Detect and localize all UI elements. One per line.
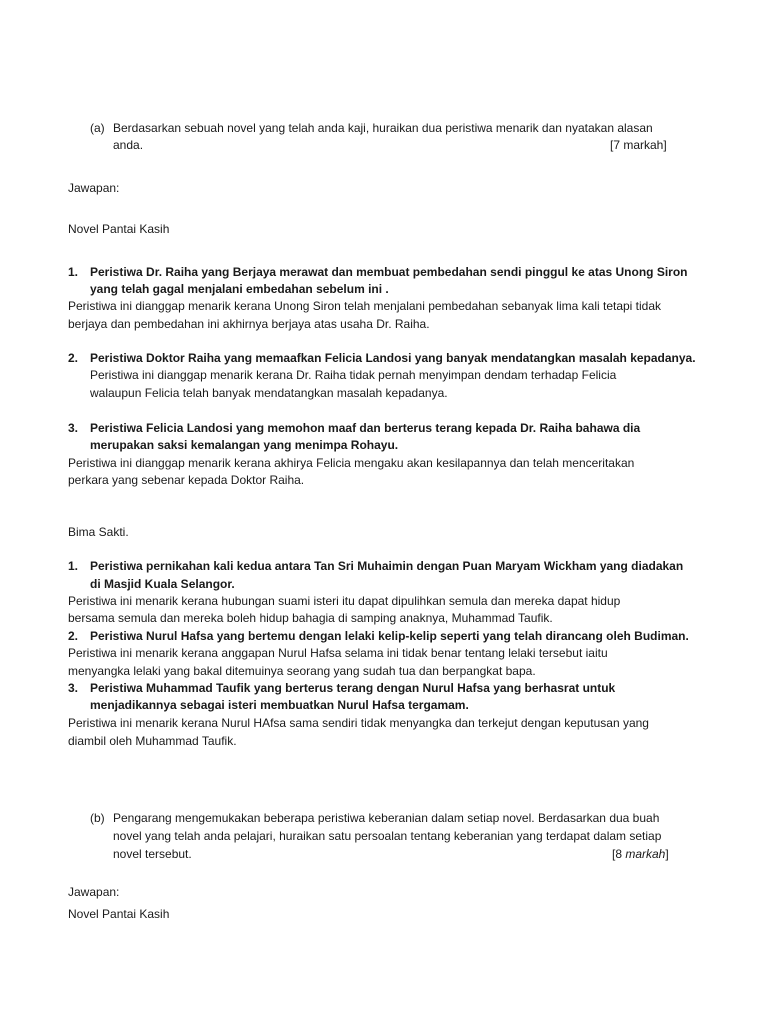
- novel2-item1-body-line2: bersama semula dan mereka boleh hidup bahagia di samping anaknya, Muhammad Taufik.: [68, 611, 553, 625]
- question-b-text-line1: Pengarang mengemukakan beberapa peristiwa keberanian dalam setiap novel. Berdasarkan dua buah: [113, 811, 660, 825]
- novel1-item1-number: 1.: [68, 265, 79, 279]
- novel1-item1-heading-line2: yang telah gagal menjalani embedahan sebelum ini .: [90, 282, 389, 296]
- novel1-item1-body-line1: Peristiwa ini dianggap menarik kerana Unong Siron telah menjalani pembedahan sebanyak lima kali tetapi tidak: [68, 299, 662, 313]
- question-b-marks-word: markah: [625, 847, 666, 861]
- novel-title-pantai-kasih: Novel Pantai Kasih: [68, 222, 170, 236]
- novel2-item3-heading-line1: Peristiwa Muhammad Taufik yang berterus terang dengan Nurul Hafsa yang berhasrat untuk: [90, 681, 616, 695]
- novel2-item3-body-line1: Peristiwa ini menarik kerana Nurul HAfsa sama sendiri tidak menyangka dan terkejut dengan keputusan yang: [68, 716, 649, 730]
- question-b-label: (b): [90, 811, 105, 825]
- novel2-item1-heading-line1: Peristiwa pernikahan kali kedua antara Tan Sri Muhaimin dengan Puan Maryam Wickham yang diadakan: [90, 559, 684, 573]
- novel-title-pantai-kasih-b: Novel Pantai Kasih: [68, 907, 170, 921]
- jawapan-label-b: Jawapan:: [68, 885, 120, 899]
- novel2-item3-number: 3.: [68, 681, 79, 695]
- novel2-item2-heading-line1: Peristiwa Nurul Hafsa yang bertemu dengan lelaki kelip-kelip seperti yang telah dirancang oleh Budiman.: [90, 629, 689, 643]
- novel2-item2-body-line2: menyangka lelaki yang bakal ditemuinya seorang yang sudah tua dan berpangkat bapa.: [68, 664, 536, 678]
- novel1-item3-heading-line2: merupakan saksi kemalangan yang menimpa Rohayu.: [90, 438, 399, 452]
- novel1-item1-body-line2: berjaya dan pembedahan ini akhirnya berjaya atas usaha Dr. Raiha.: [68, 317, 430, 331]
- novel2-item1-number: 1.: [68, 559, 79, 573]
- question-a-text-line1: Berdasarkan sebuah novel yang telah anda kaji, huraikan dua peristiwa menarik dan nyatakan alasan: [113, 121, 653, 135]
- novel1-item3-heading-line1: Peristiwa Felicia Landosi yang memohon maaf dan berterus terang kepada Dr. Raiha bahawa dia: [90, 421, 641, 435]
- novel1-item3-number: 3.: [68, 421, 79, 435]
- novel2-item2-body-line1: Peristiwa ini menarik kerana anggapan Nurul Hafsa selama ini tidak benar tentang lelaki tersebut iaitu: [68, 646, 608, 660]
- novel2-item1-body-line1: Peristiwa ini menarik kerana hubungan suami isteri itu dapat dipulihkan semula dan mereka dapat hidup: [68, 594, 621, 608]
- novel2-item2-number: 2.: [68, 629, 79, 643]
- novel1-item2-number: 2.: [68, 351, 79, 365]
- question-a-marks: [7 markah]: [610, 138, 667, 152]
- novel1-item1-heading-line1: Peristiwa Dr. Raiha yang Berjaya merawat dan membuat pembedahan sendi pinggul ke atas Unong Siron: [90, 265, 688, 279]
- question-b-marks: [612, 846, 669, 862]
- jawapan-label-a: Jawapan:: [68, 181, 120, 195]
- novel2-item3-body-line2: diambil oleh Muhammad Taufik.: [68, 734, 237, 748]
- novel2-item1-heading-line2: di Masjid Kuala Selangor.: [90, 577, 235, 591]
- novel1-item3-body-line1: Peristiwa ini dianggap menarik kerana akhirya Felicia mengaku akan kesilapannya dan telah menceritakan: [68, 456, 635, 470]
- question-a-text-line2: anda.: [113, 138, 144, 152]
- novel2-item3-heading-line2: menjadikannya sebagai isteri membuatkan Nurul Hafsa tergamam.: [90, 698, 469, 712]
- novel1-item3-body-line2: perkara yang sebenar kepada Doktor Raiha.: [68, 473, 305, 487]
- novel1-item2-body-line1: Peristiwa ini dianggap menarik kerana Dr. Raiha tidak pernah menyimpan dendam terhadap Felicia: [90, 368, 617, 382]
- question-b-text-line3: novel tersebut.: [113, 847, 192, 861]
- question-b-marks-close: ]: [665, 847, 669, 861]
- question-b-marks-open: [8: [612, 847, 626, 861]
- novel-title-bima-sakti: Bima Sakti.: [68, 525, 129, 539]
- novel1-item2-heading-line1: Peristiwa Doktor Raiha yang memaafkan Felicia Landosi yang banyak mendatangkan masalah kepadanya.: [90, 351, 696, 365]
- question-a-label: (a): [90, 121, 105, 135]
- novel1-item2-body-line2: walaupun Felicia telah banyak mendatangkan masalah kepadanya.: [90, 386, 448, 400]
- question-b-text-line2: novel yang telah anda pelajari, huraikan satu persoalan tentang keberanian yang terdapat dalam setiap: [113, 829, 662, 843]
